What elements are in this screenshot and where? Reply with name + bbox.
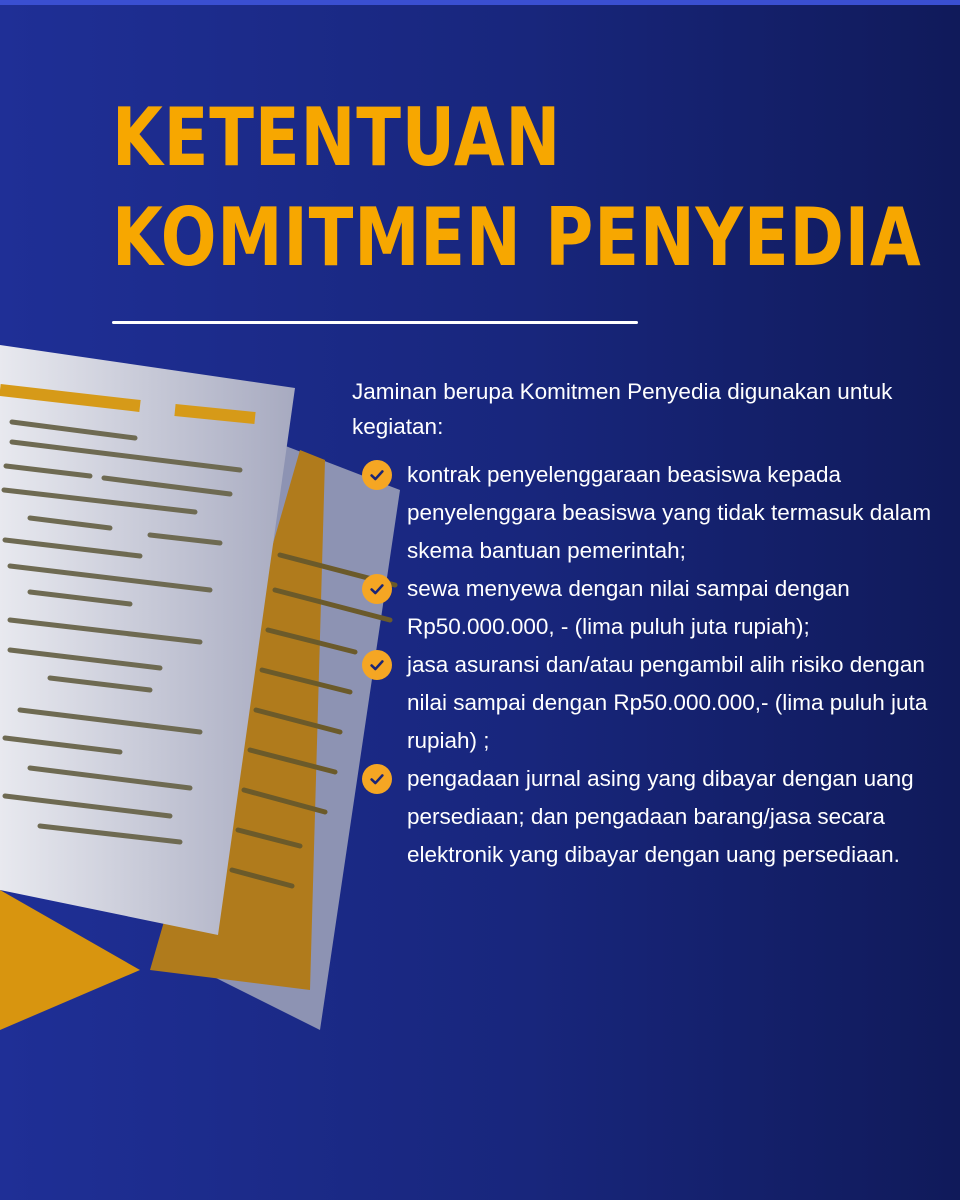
intro-text: Jaminan berupa Komitmen Penyedia digunakan untuk kegiatan: (352, 379, 893, 439)
list-item-text: sewa menyewa dengan nilai sampai dengan Rp50.000.000, - (lima puluh juta rupiah); (407, 576, 850, 639)
title-line-1: KETENTUAN (112, 91, 562, 184)
page-title (112, 88, 922, 288)
list-item (352, 646, 932, 760)
check-circle-icon (362, 460, 392, 490)
title-line-2: KOMITMEN PENYEDIA (112, 191, 922, 284)
content-block (352, 374, 932, 874)
document-papers-icon (0, 330, 400, 1050)
list-item (352, 570, 932, 646)
top-strip (0, 0, 960, 5)
list-item (352, 760, 932, 874)
list-item-text: jasa asuransi dan/atau pengambil alih risiko dengan nilai sampai dengan Rp50.000.000,- (lima puluh juta rupiah) ; (407, 652, 928, 753)
check-circle-icon (362, 574, 392, 604)
list-item (352, 456, 932, 570)
check-circle-icon (362, 650, 392, 680)
list-item-text: pengadaan jurnal asing yang dibayar dengan uang persediaan; dan pengadaan barang/jasa secara elektronik yang dibayar dengan uang persediaan. (407, 766, 914, 867)
list-item-text: kontrak penyelenggaraan beasiswa kepada penyelenggara beasiswa yang tidak termasuk dalam skema bantuan pemerintah; (407, 462, 932, 563)
title-divider (112, 321, 638, 324)
requirements-list (352, 456, 932, 874)
check-circle-icon (362, 764, 392, 794)
